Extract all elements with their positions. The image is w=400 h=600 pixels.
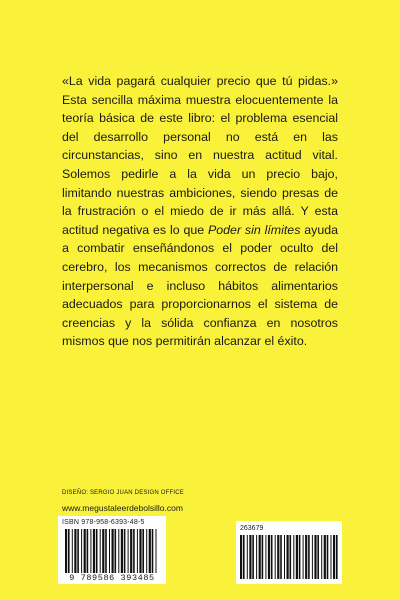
isbn-label: ISBN 978-958-6393-48-5 bbox=[62, 519, 145, 526]
book-title-italic: Poder sin límites bbox=[208, 222, 301, 237]
publisher-website: www.megustaleerdebolsillo.com bbox=[62, 503, 183, 513]
product-code-label: 263679 bbox=[240, 525, 264, 532]
design-credit: DISEÑO: SERGIO JUAN DESIGN OFFICE bbox=[62, 490, 184, 496]
isbn-digits: 9 789586 393485 bbox=[69, 573, 155, 583]
isbn-barcode-box bbox=[58, 516, 166, 584]
isbn-barcode bbox=[65, 529, 159, 573]
blurb-text-start: «La vida pagará cualquier precio que tú pidas.» Esta sencilla máxima muestra elocuentemente la teoría básica de este libro: el problema esencial del desarrollo personal no está en las circunstancias, sino en nuestra actitud vital. Solemos pedirle a la vida un precio bajo, limitando nuestras ambiciones, siendo presas de la frustración o el miedo de ir más allá. Y esta actitud negativa es lo que bbox=[62, 74, 338, 237]
product-code-box bbox=[236, 521, 342, 584]
blurb-text-end: ayuda a combatir enseñándonos el poder oculto del cerebro, los mecanismos correctos de relación interpersonal e incluso hábitos alimentarios adecuados para proporcionarnos el sistema de creencias y la sólida confianza en nosotros mismos que nos permitirán alcanzar el éxito. bbox=[62, 222, 339, 349]
product-code-barcode bbox=[240, 535, 338, 579]
back-cover-blurb bbox=[62, 72, 338, 351]
